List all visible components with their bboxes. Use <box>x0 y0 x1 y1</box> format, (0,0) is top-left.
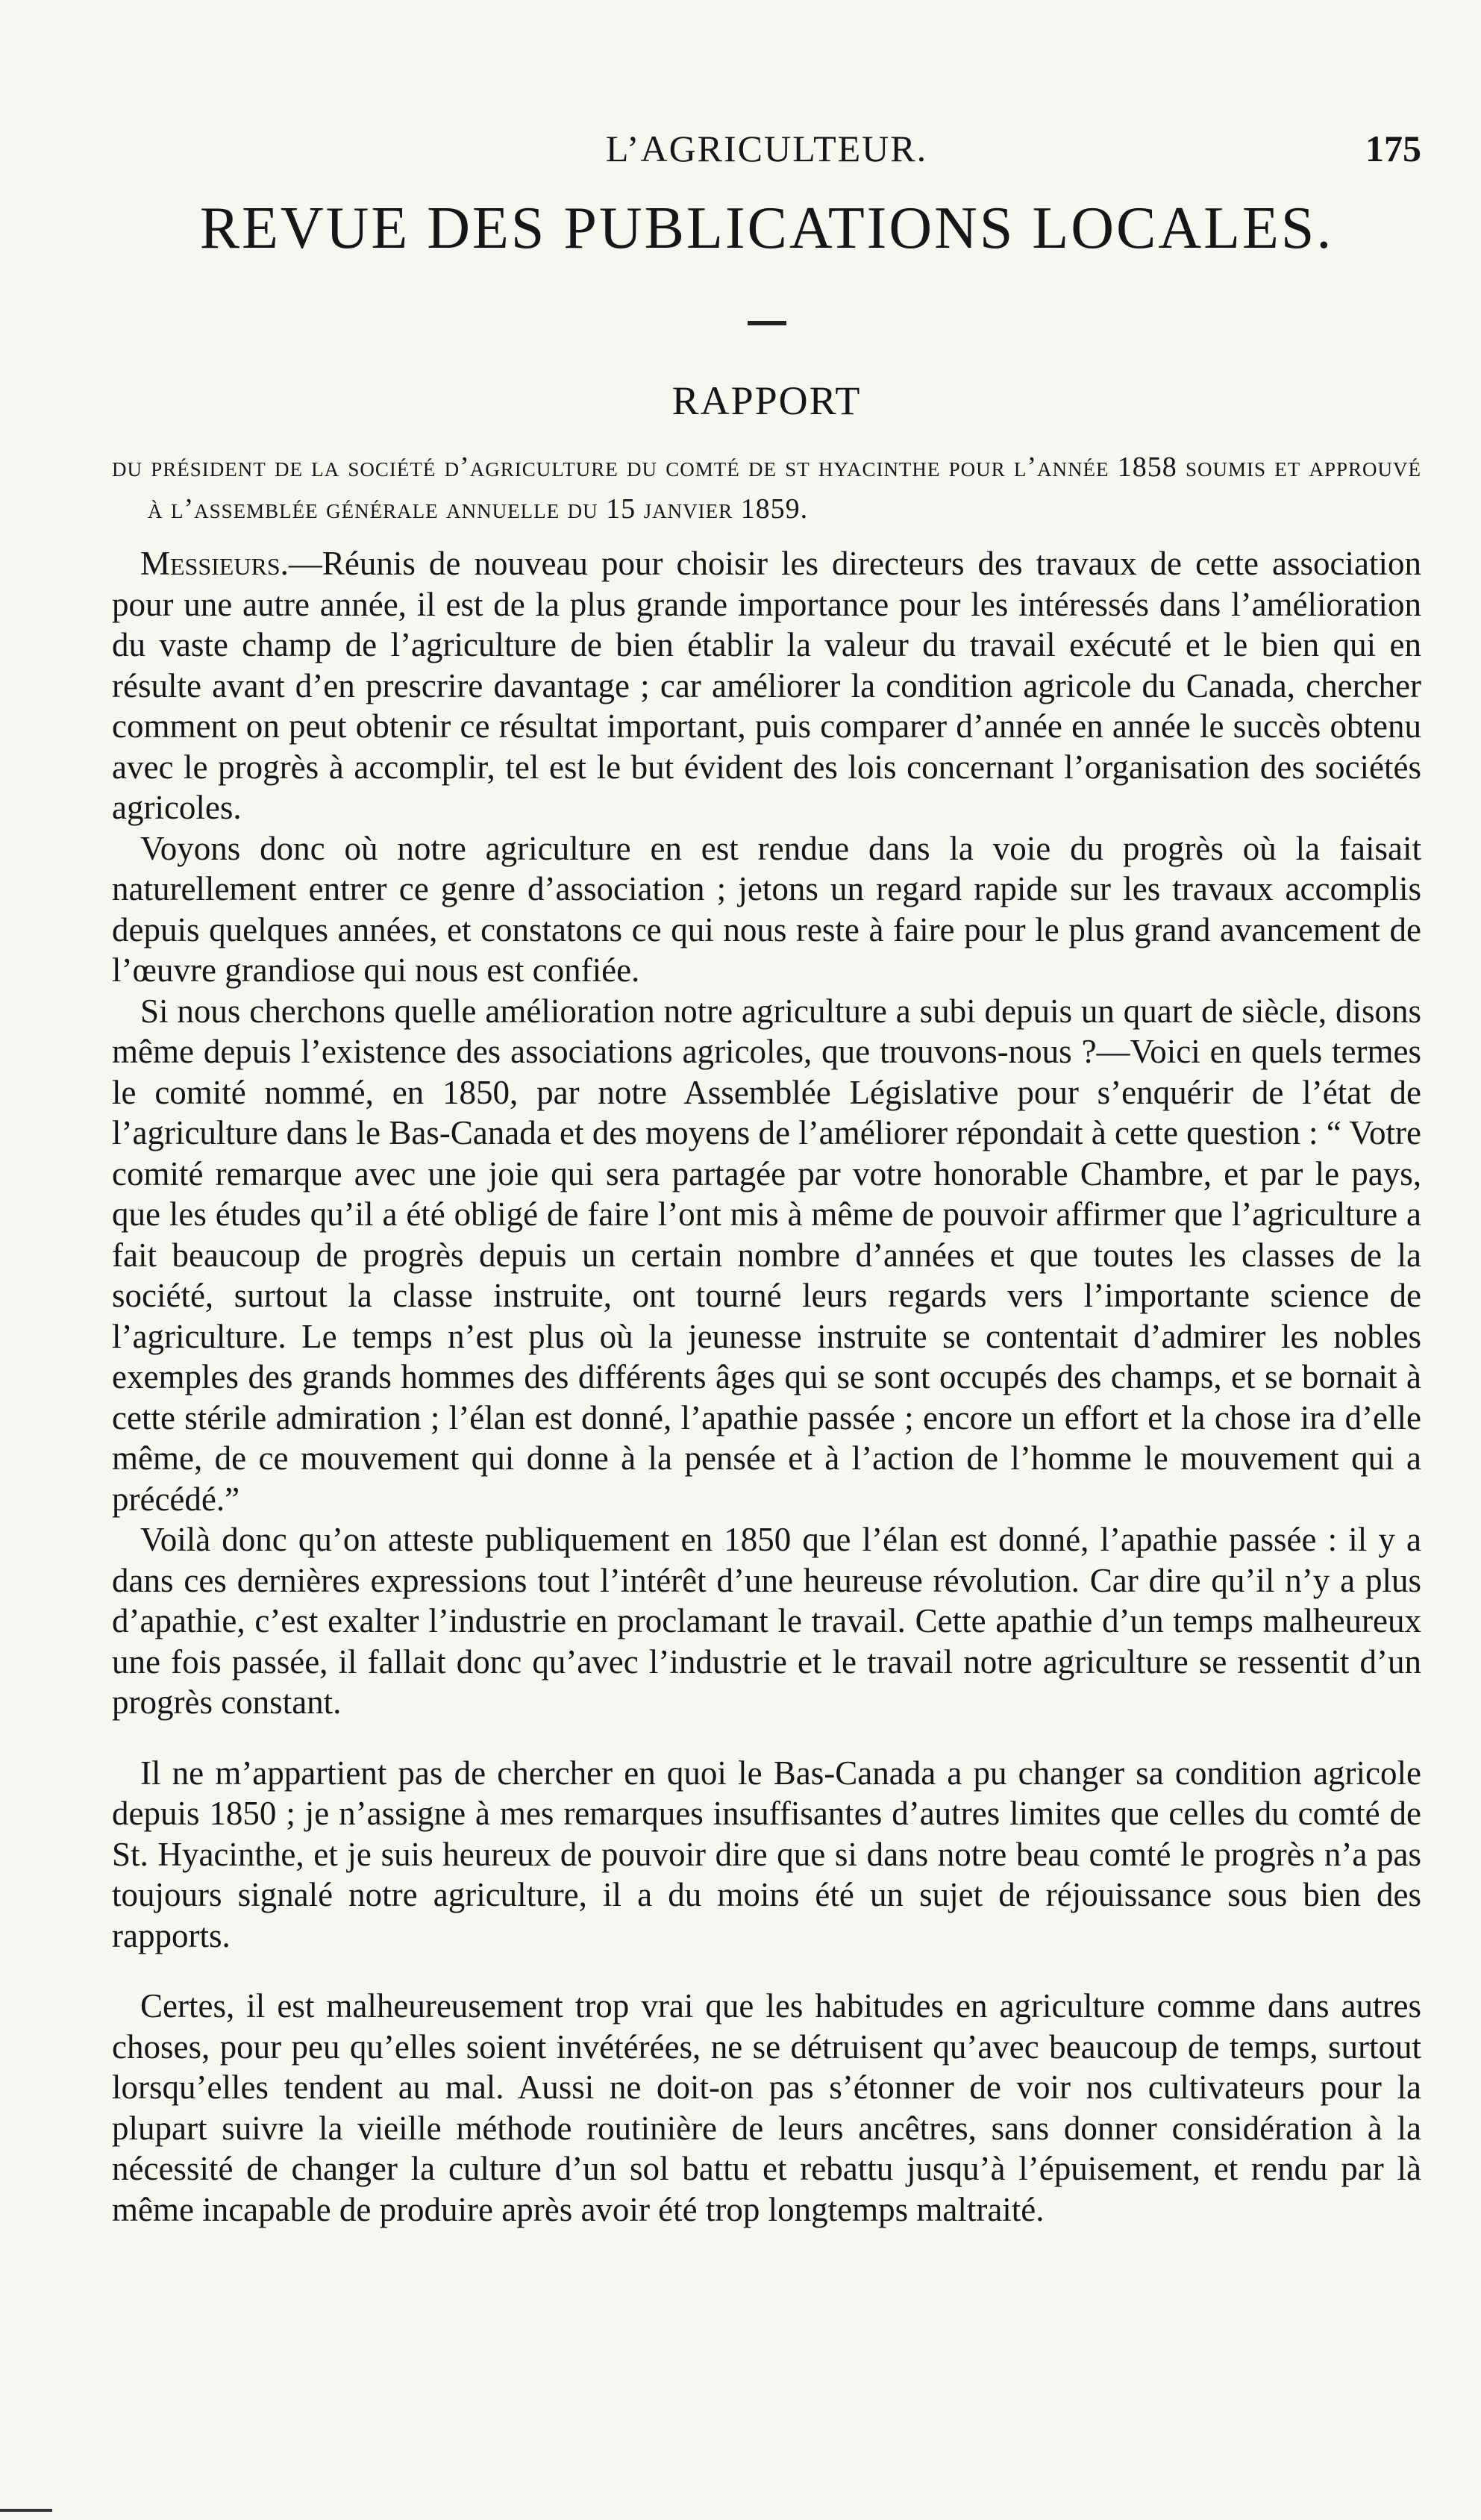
bottom-edge-mark <box>0 2509 52 2512</box>
separator-rule <box>748 321 786 325</box>
paragraph-2: Voyons donc où notre agriculture en est rendue dans la voie du progrès où la faisait naturellement entrer ce genre d’association ; jetons un regard rapide sur les travaux accomplis depuis quelques années, et constatons ce qui nous reste à faire pour le plus grand avancement de l’œuvre grandiose qui nous est confiée. <box>112 829 1421 989</box>
section-title: REVUE DES PUBLICATIONS LOCALES. <box>199 196 1334 261</box>
paragraph-5: Il ne m’appartient pas de chercher en quoi le Bas-Canada a pu changer sa condition agricole depuis 1850 ; je n’assigne à mes remarques insuffisantes d’autres limites que celles du comté de St. Hyacinthe, et je suis heureux de pouvoir dire que si dans notre beau comté le progrès n’a pas toujours signalé notre agriculture, il a du moins été un sujet de réjouissance sous bien des rapports. <box>112 1754 1421 1954</box>
body-text <box>112 543 1421 2230</box>
running-header <box>112 127 1421 187</box>
paragraph-1-text: —Réunis de nouveau pour choisir les directeurs des travaux de cette association pour une autre année, il est de la plus grande importance pour les intéressés dans l’amélioration du vaste champ de l’agriculture de bien établir la valeur du travail exécuté et le bien qui en résulte avant d’en prescrire davantage ; car améliorer la condition agricole du Canada, chercher comment on peut obtenir ce résultat important, puis comparer d’année en année le succès obtenu avec le progrès à accomplir, tel est le but évident des lois concernant l’organisation des sociétés agricoles. <box>112 545 1421 826</box>
document-page <box>112 127 1421 2230</box>
paragraph-4: Voilà donc qu’on atteste publiquement en 1850 que l’élan est donné, l’apathie passée : il y a dans ces dernières expressions tout l’intérêt d’une heureuse révolution. Car dire qu’il n’y a plus d’apathie, c’est exalter l’industrie en proclamant le travail. Cette apathie d’un temps malheureux une fois passée, il fallait donc qu’avec l’industrie et le travail notre agriculture se ressentit d’un progrès constant. <box>112 1521 1421 1721</box>
paragraph-1 <box>112 543 1421 828</box>
paragraph-3: Si nous cherchons quelle amélioration notre agriculture a subi depuis un quart de siècle, disons même depuis l’existence des associations agricoles, que trouvons-nous ?—Voici en quels termes le comité nommé, en 1850, par notre Assemblée Législative pour s’enquérir de l’état de l’agriculture dans le Bas-Canada et des moyens de l’améliorer répondait à cette question : “ Votre comité remarque avec une joie qui sera partagée par votre honorable Chambre, et par le pays, que les études qu’il a été obligé de faire l’ont mis à même de pouvoir affirmer que l’agriculture a fait beaucoup de progrès depuis un certain nombre d’années et que toutes les classes de la société, surtout la classe instruite, ont tourné leurs regards vers l’importante science de l’agriculture. Le temps n’est plus où la jeunesse instruite se contentait d’admirer les nobles exemples des grands hommes des différents âges qui se sont occupés des champs, et se bornait à cette stérile admiration ; l’élan est donné, l’apathie passée ; encore un effort et la chose ira d’elle même, de ce mouvement qui donne à la pensée et à l’action de l’homme le mouvement qui a précédé.” <box>112 992 1421 1518</box>
report-title: RAPPORT <box>671 378 862 423</box>
page-number: 175 <box>1365 128 1421 169</box>
paragraph-6: Certes, il est malheureusement trop vrai que les habitudes en agriculture comme dans autres choses, pour peu qu’elles soient invétérées, ne se détruisent qu’avec beaucoup de temps, surtout lorsqu’elles tendent au mal. Aussi ne doit-on pas s’étonner de voir nos cultivateurs pour la plupart suivre la vieille méthode routinière de leurs ancêtres, sans donner considération à la nécessité de changer la culture d’un sol battu et rebattu jusqu’à l’épuisement, et rendu par là même incapable de produire après avoir été trop longtemps maltraité. <box>112 1987 1421 2228</box>
running-title: L’AGRICULTEUR. <box>605 128 928 169</box>
salutation: Messieurs. <box>140 545 289 582</box>
report-subtitle: du président de la société d’agriculture du comté de st hyacinthe pour l’année 1858 soumis et approuvé à l’assemblée générale annuelle du 15 janvier 1859. <box>112 451 1421 525</box>
